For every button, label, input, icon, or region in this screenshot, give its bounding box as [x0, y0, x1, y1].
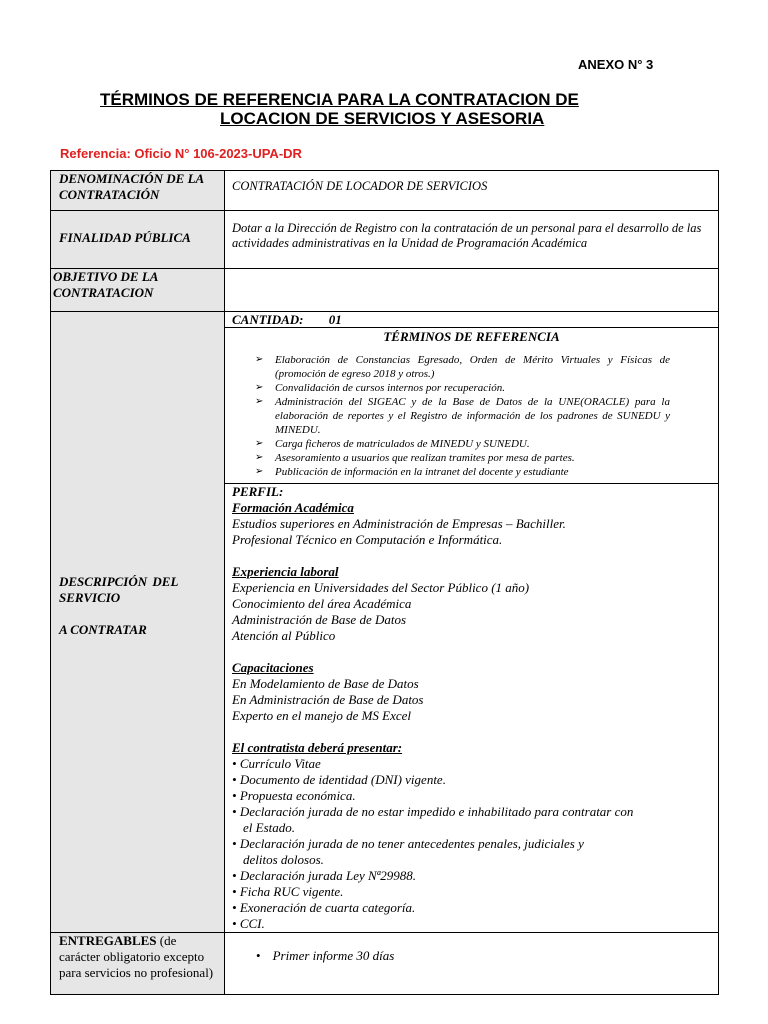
- descripcion-label-2: A CONTRATAR: [59, 622, 147, 637]
- finalidad-label: FINALIDAD PÚBLICA: [59, 230, 191, 245]
- terminos-cell: [224, 327, 719, 484]
- experiencia-heading: Experiencia laboral: [232, 564, 339, 579]
- denominacion-label: DENOMINACIÓN DE LA CONTRATACIÓN: [59, 171, 204, 202]
- list-item: • Propuesta económica.: [232, 788, 356, 803]
- formacion-heading: Formación Académica: [232, 500, 354, 515]
- entregables-label-cell: [50, 932, 225, 995]
- list-item: Estudios superiores en Administración de Empresas – Bachiller.: [232, 516, 566, 531]
- list-item: Administración de Base de Datos: [232, 612, 407, 627]
- reference-line: Referencia: Oficio N° 106-2023-UPA-DR: [60, 146, 302, 161]
- denominacion-label-cell: [50, 170, 225, 211]
- entregables-value: Primer informe 30 días: [272, 948, 395, 963]
- list-item: Conocimiento del área Académica: [232, 596, 412, 611]
- perfil-cell: [224, 483, 719, 933]
- descripcion-label-cell: [50, 311, 225, 933]
- list-item: ➢ Asesoramiento a usuarios que realizan tramites por mesa de partes.: [225, 451, 718, 465]
- entregables-label-rest: (de carácter obligatorio excepto para servicios no profesional): [59, 933, 214, 980]
- objetivo-value-cell: [224, 268, 719, 312]
- denominacion-value: CONTRATACIÓN DE LOCADOR DE SERVICIOS: [232, 179, 488, 193]
- list-item: • Declaración jurada Ley Nª29988.: [232, 868, 416, 883]
- list-item: ➢ Administración del SIGEAC y de la Base de Datos de la UNE(ORACLE) para la elaboración de reportes y el Registro de información de los padrones de SUNEDU y MINEDU.: [225, 395, 718, 437]
- terms-table: [50, 170, 719, 995]
- descripcion-label: DESCRIPCIÓN DEL SERVICIO: [59, 574, 178, 605]
- objetivo-label: OBJETIVO DE LA CONTRATACION: [53, 269, 158, 300]
- terminos-list: [225, 353, 718, 479]
- list-item: En Modelamiento de Base de Datos: [232, 676, 419, 691]
- perfil-label: PERFIL:: [232, 484, 284, 499]
- list-item: Profesional Técnico en Computación e Informática.: [232, 532, 503, 547]
- annex-number: ANEXO N° 3: [578, 57, 654, 72]
- list-item: • Currículo Vitae: [232, 756, 321, 771]
- list-item: ➢ Convalidación de cursos internos por recuperación.: [225, 381, 718, 395]
- title-line-1: TÉRMINOS DE REFERENCIA PARA LA CONTRATACION DE: [100, 90, 579, 109]
- finalidad-label-cell: [50, 210, 225, 269]
- list-item: • Declaración jurada de no estar impedido e inhabilitado para contratar con el Estado.: [232, 804, 634, 835]
- list-item: Atención al Público: [232, 628, 336, 643]
- entregables-label-bold: ENTREGABLES: [59, 933, 157, 948]
- list-item: • Ficha RUC vigente.: [232, 884, 344, 899]
- list-item: • Documento de identidad (DNI) vigente.: [232, 772, 446, 787]
- presentar-heading: El contratista deberá presentar:: [232, 740, 403, 755]
- list-item: • Declaración jurada de no tener antecedentes penales, judiciales y delitos dolosos.: [232, 836, 584, 867]
- list-item: • CCI.: [232, 916, 265, 931]
- cantidad-cell: [224, 311, 719, 328]
- cantidad-label: CANTIDAD:: [232, 312, 304, 327]
- list-item: ➢ Publicación de información en la intranet del docente y estudiante: [225, 465, 718, 479]
- entregables-value-cell: • Primer informe 30 días: [224, 932, 719, 995]
- document-title: [100, 90, 640, 128]
- cantidad-value: 01: [328, 312, 342, 327]
- finalidad-value: Dotar a la Dirección de Registro con la contratación de un personal para el desarrollo de las actividades administrativas en la Unidad de Programación Académica: [232, 221, 702, 250]
- terminos-heading: TÉRMINOS DE REFERENCIA: [383, 329, 560, 344]
- objetivo-label-cell: [50, 268, 225, 312]
- list-item: En Administración de Base de Datos: [232, 692, 424, 707]
- list-item: Experto en el manejo de MS Excel: [232, 708, 412, 723]
- title-line-2: LOCACION DE SERVICIOS Y ASESORIA: [220, 109, 545, 128]
- denominacion-value-cell: [224, 170, 719, 211]
- list-item: • Exoneración de cuarta categoría.: [232, 900, 416, 915]
- list-item: ➢ Elaboración de Constancias Egresado, Orden de Mérito Virtuales y Físicas de (promoción de egreso 2018 y otros.): [225, 353, 718, 381]
- finalidad-value-cell: [224, 210, 719, 269]
- list-item: ➢ Carga ficheros de matriculados de MINEDU y SUNEDU.: [225, 437, 718, 451]
- list-item: Experiencia en Universidades del Sector Público (1 año): [232, 580, 530, 595]
- capacitaciones-heading: Capacitaciones: [232, 660, 314, 675]
